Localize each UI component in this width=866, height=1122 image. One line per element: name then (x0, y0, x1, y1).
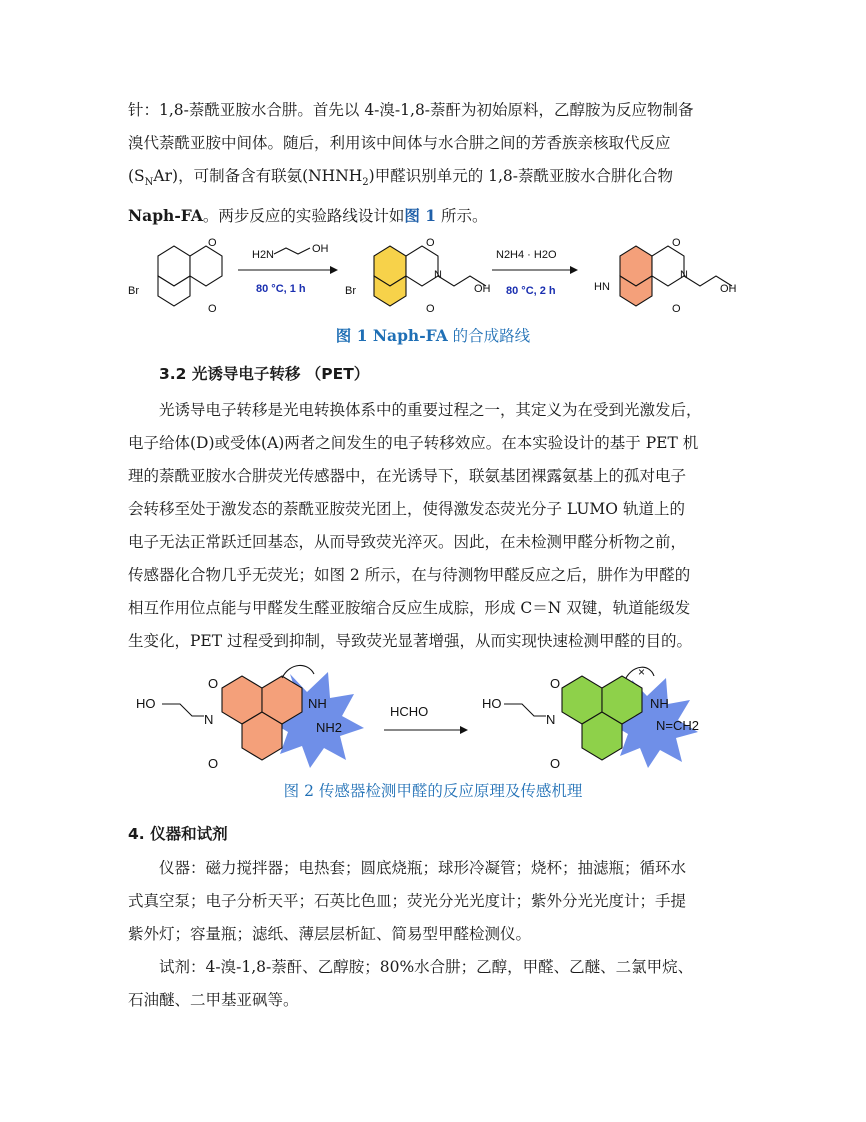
synthesis-scheme-figure (120, 232, 750, 320)
svg-text:O: O (208, 303, 217, 315)
pet-line: 传感器化合物几乎无荧光；如图 2 所示，在与待测物甲醛反应之后，肼作为甲醛的 (128, 566, 691, 584)
bromo-naphthalimide-intermediate (374, 246, 486, 306)
intro-line-1: 针：1,8-萘酰亚胺水合肼。首先以 4-溴-1,8-萘酐为初始原料，乙醇胺为反应物制备 (128, 101, 694, 119)
instruments-paragraph (128, 852, 740, 1017)
pet-line: 理的萘酰亚胺水合肼荧光传感器中，在光诱导下，联氨基团裸露氨基上的孤对电子 (128, 467, 687, 485)
intro-paragraph (128, 94, 740, 233)
pet-line: 相互作用位点能与甲醛发生醛亚胺缩合反应生成腙，形成 C＝N 双键，轨道能级发 (128, 599, 691, 617)
svg-text:NH2: NH2 (316, 720, 343, 735)
svg-text:N: N (434, 269, 442, 281)
naph-fa-product (620, 246, 732, 306)
svg-text:O: O (208, 676, 219, 691)
svg-text:Br: Br (345, 285, 356, 297)
pet-line: 光诱导电子转移是光电转换体系中的重要过程之一，其定义为在受到光激发后， (159, 401, 702, 419)
svg-text:N: N (680, 269, 688, 281)
ho-label-left: HO (136, 696, 156, 711)
intro-line-2: 溴代萘酰亚胺中间体。随后，利用该中间体与水合肼之间的芳香族亲核取代反应 (128, 134, 671, 152)
svg-text:O: O (208, 756, 219, 771)
pet-line: 会转移至处于激发态的萘酰亚胺荧光团上，使得激发态荧光分子 LUMO 轨道上的 (128, 500, 685, 518)
svg-text:OH: OH (474, 283, 491, 295)
ethanolamine-label: H2N (252, 249, 275, 261)
svg-text:×: × (638, 665, 646, 679)
ho-label-right: HO (482, 696, 502, 711)
br-label-1: Br (128, 285, 139, 297)
figure-1-caption: 图 1 Naph-FA 的合成路线 (335, 326, 531, 345)
svg-text:HN: HN (594, 281, 610, 293)
reagents-line: 试剂：4-溴-1,8-萘酐、乙醇胺；80%水合肼；乙醇，甲醛、乙醚、二氯甲烷、 (159, 958, 694, 976)
svg-text:O: O (672, 303, 681, 315)
figure-1-link[interactable]: 图 1 (404, 206, 437, 226)
section-4-heading: 4. 仪器和试剂 (128, 825, 228, 843)
section-3-2-heading: 3.2 光诱导电子转移 （PET） (159, 365, 370, 383)
pet-line: 电子无法正常跃迁回基态，从而导致荧光淬灭。因此，在未检测甲醛分析物之前， (128, 533, 687, 551)
instruments-line: 紫外灯；容量瓶；滤纸、薄层层析缸、简易型甲醛检测仪。 (128, 925, 532, 943)
figure-2-caption: 图 2 传感器检测甲醛的反应原理及传感机理 (283, 782, 583, 800)
intro-line-3: $(S_NAr)$，可制备含有联氨$(NHNH_2)$甲醛识别单元的 1,8-萘酰亚胺水合肼化合物 (128, 167, 674, 189)
instruments-line: 仪器：磁力搅拌器；电热套；圆底烧瓶；球形冷凝管；烧杯；抽滤瓶；循环水 (159, 859, 687, 877)
imine-label: N=CH2 (656, 718, 699, 733)
bromo-naphthalic-anhydride (158, 246, 222, 306)
sensing-mechanism-figure (132, 664, 744, 772)
pet-line: 电子给体(D)或受体(A)两者之间发生的电子转移效应。在本实验设计的基于 PET 机 (128, 434, 699, 452)
reaction-condition-2: 80 °C, 2 h (506, 285, 556, 297)
pet-paragraph (128, 394, 740, 658)
pet-line: 生变化，PET 过程受到抑制，导致荧光显著增强，从而实现快速检测甲醛的目的。 (128, 632, 693, 650)
intro-line-4: Naph-FA。两步反应的实验路线设计如图 1 所示。 (128, 206, 488, 226)
svg-text:O: O (550, 756, 561, 771)
svg-text:O: O (426, 303, 435, 315)
svg-text:OH: OH (720, 283, 737, 295)
svg-text:O: O (426, 237, 435, 249)
svg-text:NH: NH (650, 696, 669, 711)
svg-text:N: N (204, 712, 214, 727)
svg-text:O: O (550, 676, 561, 691)
hydrazine-hydrate-label: N2H4 · H2O (496, 249, 557, 261)
svg-text:NH: NH (308, 696, 327, 711)
reagents-line: 石油醚、二甲基亚砜等。 (128, 991, 299, 1009)
svg-text:N: N (546, 712, 556, 727)
reaction-condition-1: 80 °C, 1 h (256, 283, 306, 295)
svg-text:OH: OH (312, 243, 329, 255)
instruments-line: 式真空泵；电子分析天平；石英比色皿；荧光分光光度计；紫外分光光度计；手提 (128, 892, 687, 910)
hcho-label: HCHO (390, 704, 429, 719)
svg-text:O: O (672, 237, 681, 249)
svg-text:O: O (208, 237, 217, 249)
